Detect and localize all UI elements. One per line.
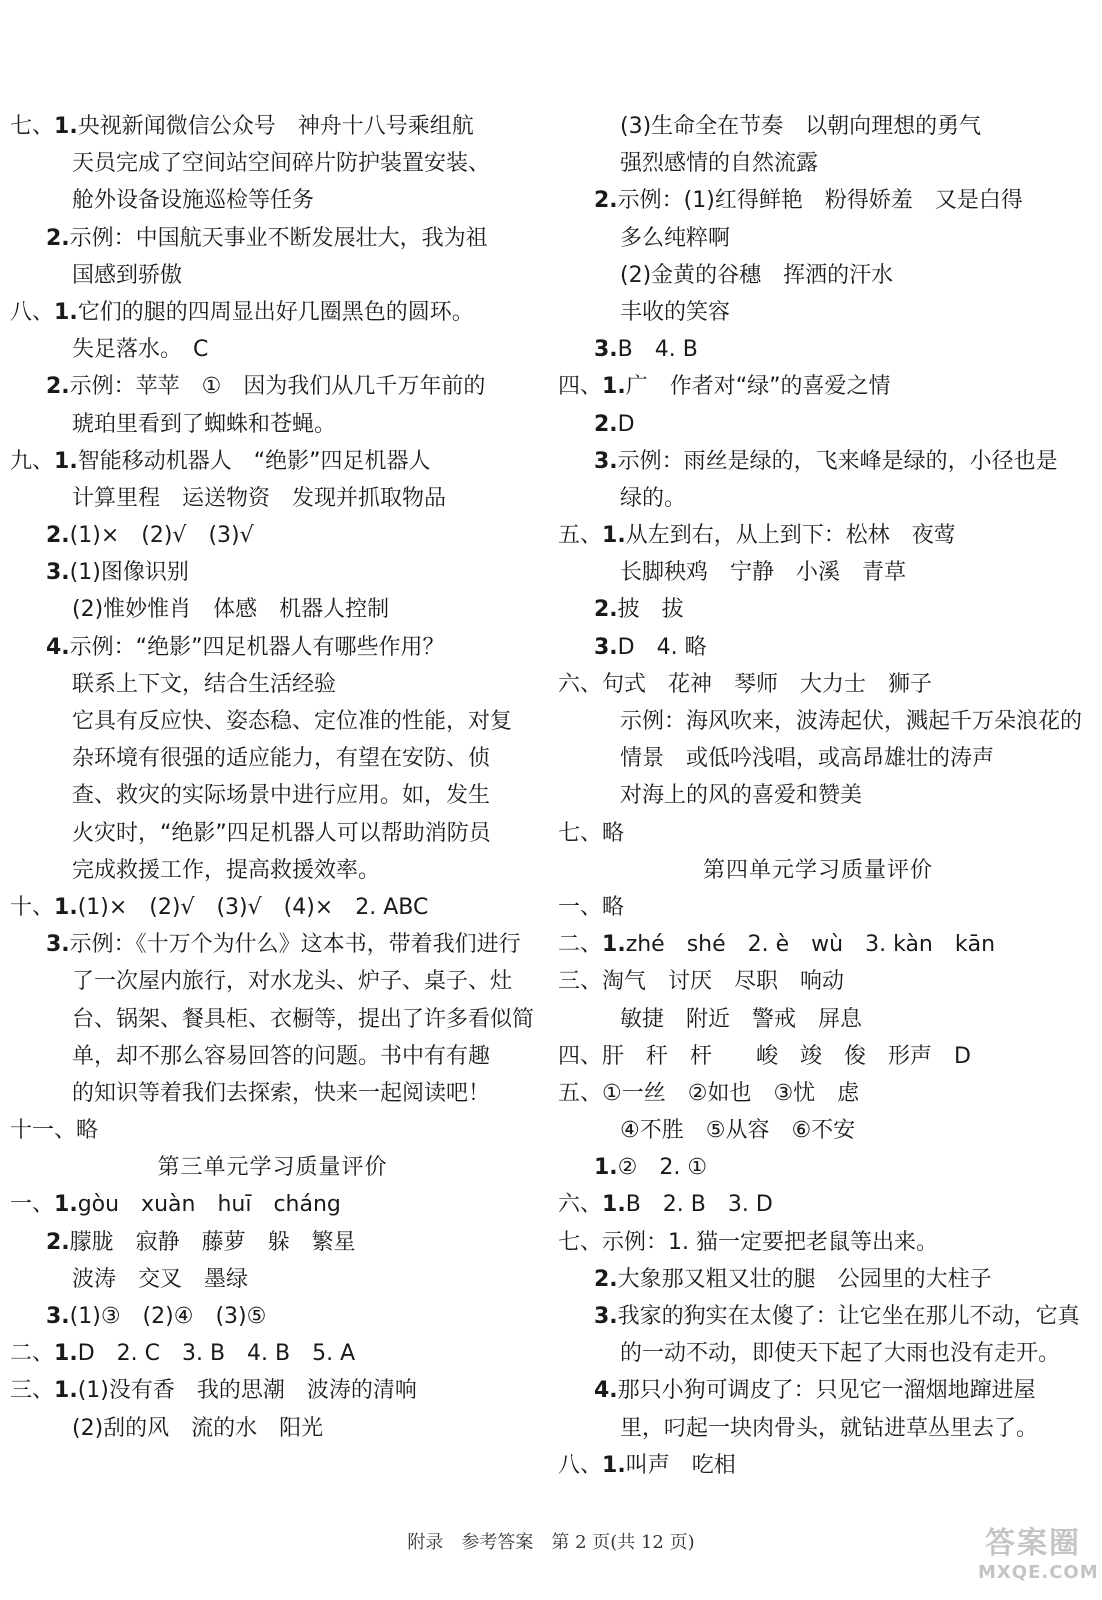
answer-line — [558, 1298, 1078, 1335]
answer-text: 台、锅架、餐具柜、衣橱等，提出了许多看似简 — [72, 1006, 535, 1032]
answer-text: (1)没有香 我的思潮 波涛的清响 — [77, 1378, 417, 1404]
answer-text: ①一丝 ②如也 ③忧 虑 — [602, 1080, 860, 1106]
answer-text: (2)金黄的谷穗 挥洒的汗水 — [620, 262, 894, 288]
answer-line — [10, 963, 535, 1000]
answer-line — [558, 1410, 1078, 1447]
answer-line — [558, 257, 1078, 294]
answer-line — [10, 1001, 535, 1038]
answer-line — [10, 1224, 535, 1261]
answer-text: 略 — [602, 894, 625, 920]
answer-text: ② 2. ① — [617, 1155, 708, 1181]
answer-line — [558, 331, 1078, 368]
section-number: 八、 — [10, 299, 55, 325]
section-number: 四、 — [558, 374, 603, 400]
answer-text: 广 作者对“绿”的喜爱之情 — [625, 374, 891, 400]
answer-text: 那只小狗可调皮了：只见它一溜烟地蹿进屋 — [617, 1378, 1036, 1404]
answer-text: (1)图像识别 — [69, 560, 189, 586]
answer-text: 完成救援工作，提高救援效率。 — [72, 857, 381, 883]
left-answer-column — [10, 108, 535, 1447]
answer-line — [10, 777, 535, 814]
answer-text: 从左到右，从上到下：松林 夜莺 — [625, 523, 956, 549]
answer-line — [558, 406, 1078, 443]
answer-text: 示例：海风吹来，波涛起伏，溅起千万朵浪花的 — [620, 709, 1083, 734]
answer-line — [10, 629, 535, 666]
watermark-logo-text: 答案圈 — [985, 1526, 1081, 1561]
answer-line — [558, 1335, 1078, 1372]
section-heading: 第四单元学习质量评价 — [702, 857, 933, 883]
answer-text: 单，却不那么容易回答的问题。书中有有趣 — [72, 1043, 491, 1069]
item-number: 3. — [594, 1304, 618, 1329]
answer-line — [10, 145, 535, 182]
answer-text: 敏捷 附近 警戒 屏息 — [620, 1006, 863, 1032]
answer-text: zhé shé 2. è wù 3. kàn kān — [625, 932, 996, 958]
answer-text: (1)③ (2)④ (3)⑤ — [69, 1304, 267, 1329]
item-number: 1. — [54, 1378, 78, 1404]
answer-line — [10, 1112, 535, 1149]
answer-line — [10, 108, 535, 145]
answer-text: 示例：《十万个为什么》这本书，带着我们进行 — [69, 932, 521, 958]
item-number: 1. — [54, 894, 78, 920]
item-number: 2. — [594, 597, 618, 623]
answer-line — [558, 666, 1078, 703]
answer-text: 多么纯粹啊 — [620, 225, 731, 251]
answer-text: 杂环境有很强的适应能力，有望在安防、侦 — [72, 746, 491, 772]
answer-text: 舱外设备设施巡检等任务 — [72, 188, 315, 214]
answer-line — [10, 480, 535, 517]
answer-line — [558, 629, 1078, 666]
answer-text: D 4. 略 — [617, 634, 707, 660]
answer-text: 示例：(1)红得鲜艳 粉得娇羞 又是白得 — [617, 188, 1023, 214]
answer-line — [10, 331, 535, 368]
item-number: 3. — [594, 448, 618, 474]
section-number: 十、 — [10, 894, 55, 920]
item-number: 1. — [602, 1192, 626, 1218]
section-number: 一、 — [558, 894, 603, 920]
answer-text: 肝 秆 杆 峻 竣 俊 形声 D — [602, 1043, 971, 1069]
answer-line — [10, 443, 535, 480]
answer-line — [558, 517, 1078, 554]
answer-text: 示例：雨丝是绿的，飞来峰是绿的，小径也是 — [617, 448, 1058, 474]
answer-text: 示例：苹苹 ① 因为我们从几千万年前的 — [69, 374, 486, 400]
item-number: 1. — [594, 1155, 618, 1181]
answer-line — [558, 554, 1078, 591]
item-number: 1. — [602, 523, 626, 549]
answer-line — [558, 1112, 1078, 1149]
watermark-logo — [978, 1518, 1099, 1590]
section-number: 七、 — [558, 1229, 603, 1255]
section-number: 三、 — [10, 1378, 55, 1404]
section-number: 六、 — [558, 671, 603, 697]
item-number: 4. — [46, 634, 70, 660]
answer-line — [10, 1410, 535, 1447]
answer-text: gòu xuàn huī cháng — [77, 1192, 341, 1218]
answer-line — [10, 591, 535, 628]
answer-line — [10, 406, 535, 443]
answer-line — [558, 1186, 1078, 1223]
answer-text: 国感到骄傲 — [72, 262, 183, 288]
item-number: 2. — [46, 1229, 70, 1255]
answer-text: D 2. C 3. B 4. B 5. A — [77, 1341, 356, 1367]
answer-line — [10, 1335, 535, 1372]
answer-line — [558, 294, 1078, 331]
answer-line — [558, 1001, 1078, 1038]
section-number: 九、 — [10, 448, 55, 474]
answer-text: 大象那又粗又壮的腿 公园里的大柱子 — [617, 1266, 992, 1292]
answer-line — [10, 1186, 535, 1223]
answer-text: 强烈感情的自然流露 — [620, 151, 819, 177]
answer-text: 智能移动机器人 “绝影”四足机器人 — [77, 448, 431, 474]
answer-line — [10, 1298, 535, 1335]
answer-text: 绿的。 — [620, 485, 687, 511]
answer-line — [10, 815, 535, 852]
answer-text: 它们的腿的四周显出好几圈黑色的圆环。 — [77, 299, 474, 325]
section-number: 七、 — [10, 114, 55, 139]
answer-text: 天员完成了空间站空间碎片防护装置安装、 — [72, 151, 491, 177]
answer-text: 略 — [76, 1118, 99, 1144]
answer-text: 计算里程 运送物资 发现并抓取物品 — [72, 485, 447, 511]
answer-text: 了一次屋内旅行，对水龙头、炉子、桌子、灶 — [72, 969, 513, 995]
answer-text: (1)× (2)√ (3)√ (4)× 2. ABC — [77, 894, 429, 920]
answer-line — [558, 1224, 1078, 1261]
item-number: 1. — [54, 299, 78, 325]
answer-line — [558, 815, 1078, 852]
answer-text: 情景 或低吟浅唱，或高昂雄壮的涛声 — [620, 746, 995, 772]
answer-line — [558, 480, 1078, 517]
item-number: 3. — [594, 337, 618, 363]
answer-text: 查、救灾的实际场景中进行应用。如，发生 — [72, 783, 491, 809]
answer-text: (1)× (2)√ (3)√ — [69, 523, 254, 549]
item-number: 3. — [594, 634, 618, 660]
answer-text: 略 — [602, 820, 625, 846]
answer-line — [10, 554, 535, 591]
answer-text: 联系上下文，结合生活经验 — [72, 671, 337, 697]
answer-text: 淘气 讨厌 尽职 响动 — [602, 969, 845, 995]
item-number: 1. — [54, 1192, 78, 1218]
item-number: 1. — [54, 1341, 78, 1367]
answer-line — [558, 108, 1078, 145]
answer-line — [558, 703, 1083, 740]
section-number: 二、 — [558, 932, 603, 958]
answer-text: 琥珀里看到了蜘蛛和苍蝇。 — [72, 411, 337, 437]
answer-line — [10, 926, 535, 963]
answer-text: (2)惟妙惟肖 体感 机器人控制 — [72, 597, 390, 623]
answer-text: 句式 花神 琴师 大力士 狮子 — [602, 671, 933, 697]
item-number: 1. — [602, 374, 626, 400]
answer-line — [558, 443, 1078, 480]
answer-line — [558, 1149, 1078, 1186]
item-number: 1. — [54, 448, 78, 474]
answer-text: ④不胜 ⑤从容 ⑥不安 — [620, 1118, 856, 1144]
answer-line — [558, 220, 1078, 257]
answer-line — [10, 257, 535, 294]
answer-text: 叫声 吃相 — [625, 1452, 736, 1478]
answer-line — [10, 1372, 535, 1409]
item-number: 2. — [594, 1266, 618, 1292]
answer-line — [558, 889, 1078, 926]
answer-text: 央视新闻微信公众号 神舟十八号乘组航 — [77, 114, 474, 139]
watermark-url: MXQE.COM — [978, 1562, 1099, 1583]
answer-text: 里，叼起一块肉骨头，就钻进草丛里去了。 — [620, 1415, 1039, 1441]
answer-line — [558, 1447, 1078, 1484]
answer-text: (2)刮的风 流的水 阳光 — [72, 1415, 324, 1441]
item-number: 1. — [54, 114, 78, 139]
answer-text: 示例：中国航天事业不断发展壮大，我为祖 — [69, 225, 488, 251]
answer-line — [10, 294, 535, 331]
answer-text: 对海上的风的喜爱和赞美 — [620, 783, 863, 809]
section-number: 一、 — [10, 1192, 55, 1218]
section-number: 四、 — [558, 1043, 603, 1069]
answer-line — [10, 517, 535, 554]
answer-text: 示例：1. 猫一定要把老鼠等出来。 — [602, 1229, 939, 1255]
answer-text: 它具有反应快、姿态稳、定位准的性能，对复 — [72, 709, 513, 734]
item-number: 2. — [594, 411, 618, 437]
page-footer: 附录 参考答案 第 2 页(共 12 页) — [407, 1532, 695, 1553]
answer-line — [10, 368, 535, 405]
answer-line — [10, 182, 535, 219]
section-number: 八、 — [558, 1452, 603, 1478]
section-number: 五、 — [558, 523, 603, 549]
answer-text: 的一动不动，即使天下起了大雨也没有走开。 — [620, 1341, 1061, 1367]
answer-line — [10, 1038, 535, 1075]
answer-line — [558, 926, 1078, 963]
answer-line — [10, 852, 535, 889]
answer-line — [10, 889, 535, 926]
answer-text: 示例：“绝影”四足机器人有哪些作用？ — [69, 634, 445, 660]
answer-line — [558, 1038, 1078, 1075]
answer-text: 波涛 交叉 墨绿 — [72, 1266, 249, 1292]
item-number: 3. — [46, 932, 70, 958]
answer-text: 长脚秧鸡 宁静 小溪 青草 — [620, 560, 907, 586]
item-number: 1. — [602, 932, 626, 958]
answer-line — [558, 1372, 1078, 1409]
section-heading: 第三单元学习质量评价 — [157, 1155, 388, 1181]
answer-line — [10, 740, 535, 777]
answer-text: 火灾时，“绝影”四足机器人可以帮助消防员 — [72, 820, 491, 846]
answer-line — [10, 703, 535, 740]
answer-line — [558, 1075, 1078, 1112]
answer-line — [558, 740, 1078, 777]
item-number: 4. — [594, 1378, 618, 1404]
answer-text: D — [617, 411, 635, 437]
answer-line — [558, 591, 1078, 628]
item-number: 1. — [602, 1452, 626, 1478]
answer-text: 的知识等着我们去探索，快来一起阅读吧！ — [72, 1080, 491, 1106]
item-number: 3. — [46, 1304, 70, 1329]
section-number: 三、 — [558, 969, 603, 995]
answer-text: 丰收的笑容 — [620, 299, 731, 325]
answer-line — [558, 368, 1078, 405]
item-number: 3. — [46, 560, 70, 586]
answer-line — [558, 1261, 1078, 1298]
answer-line — [10, 1075, 535, 1112]
section-number: 十一、 — [10, 1118, 77, 1144]
answer-text: 朦胧 寂静 藤萝 躲 繁星 — [69, 1229, 356, 1255]
answer-line — [10, 666, 535, 703]
answer-text: 披 拔 — [617, 597, 684, 623]
section-number: 二、 — [10, 1341, 55, 1367]
answer-line — [10, 1261, 535, 1298]
item-number: 2. — [594, 188, 618, 214]
answer-text: B 4. B — [617, 337, 698, 363]
item-number: 2. — [46, 374, 70, 400]
section-number: 七、 — [558, 820, 603, 846]
answer-text: B 2. B 3. D — [625, 1192, 773, 1218]
answer-text: 我家的狗实在太傻了：让它坐在那儿不动，它真 — [617, 1304, 1080, 1329]
item-number: 2. — [46, 523, 70, 549]
answer-line — [558, 963, 1078, 1000]
answer-line — [558, 182, 1078, 219]
answer-line — [558, 777, 1078, 814]
section-number: 五、 — [558, 1080, 603, 1106]
section-number: 六、 — [558, 1192, 603, 1218]
answer-line — [558, 145, 1078, 182]
answer-text: (3)生命全在节奏 以朝向理想的勇气 — [620, 114, 982, 139]
answer-text: 失足落水。 C — [72, 337, 209, 363]
answer-line — [10, 220, 535, 257]
right-answer-column — [558, 108, 1083, 1484]
item-number: 2. — [46, 225, 70, 251]
